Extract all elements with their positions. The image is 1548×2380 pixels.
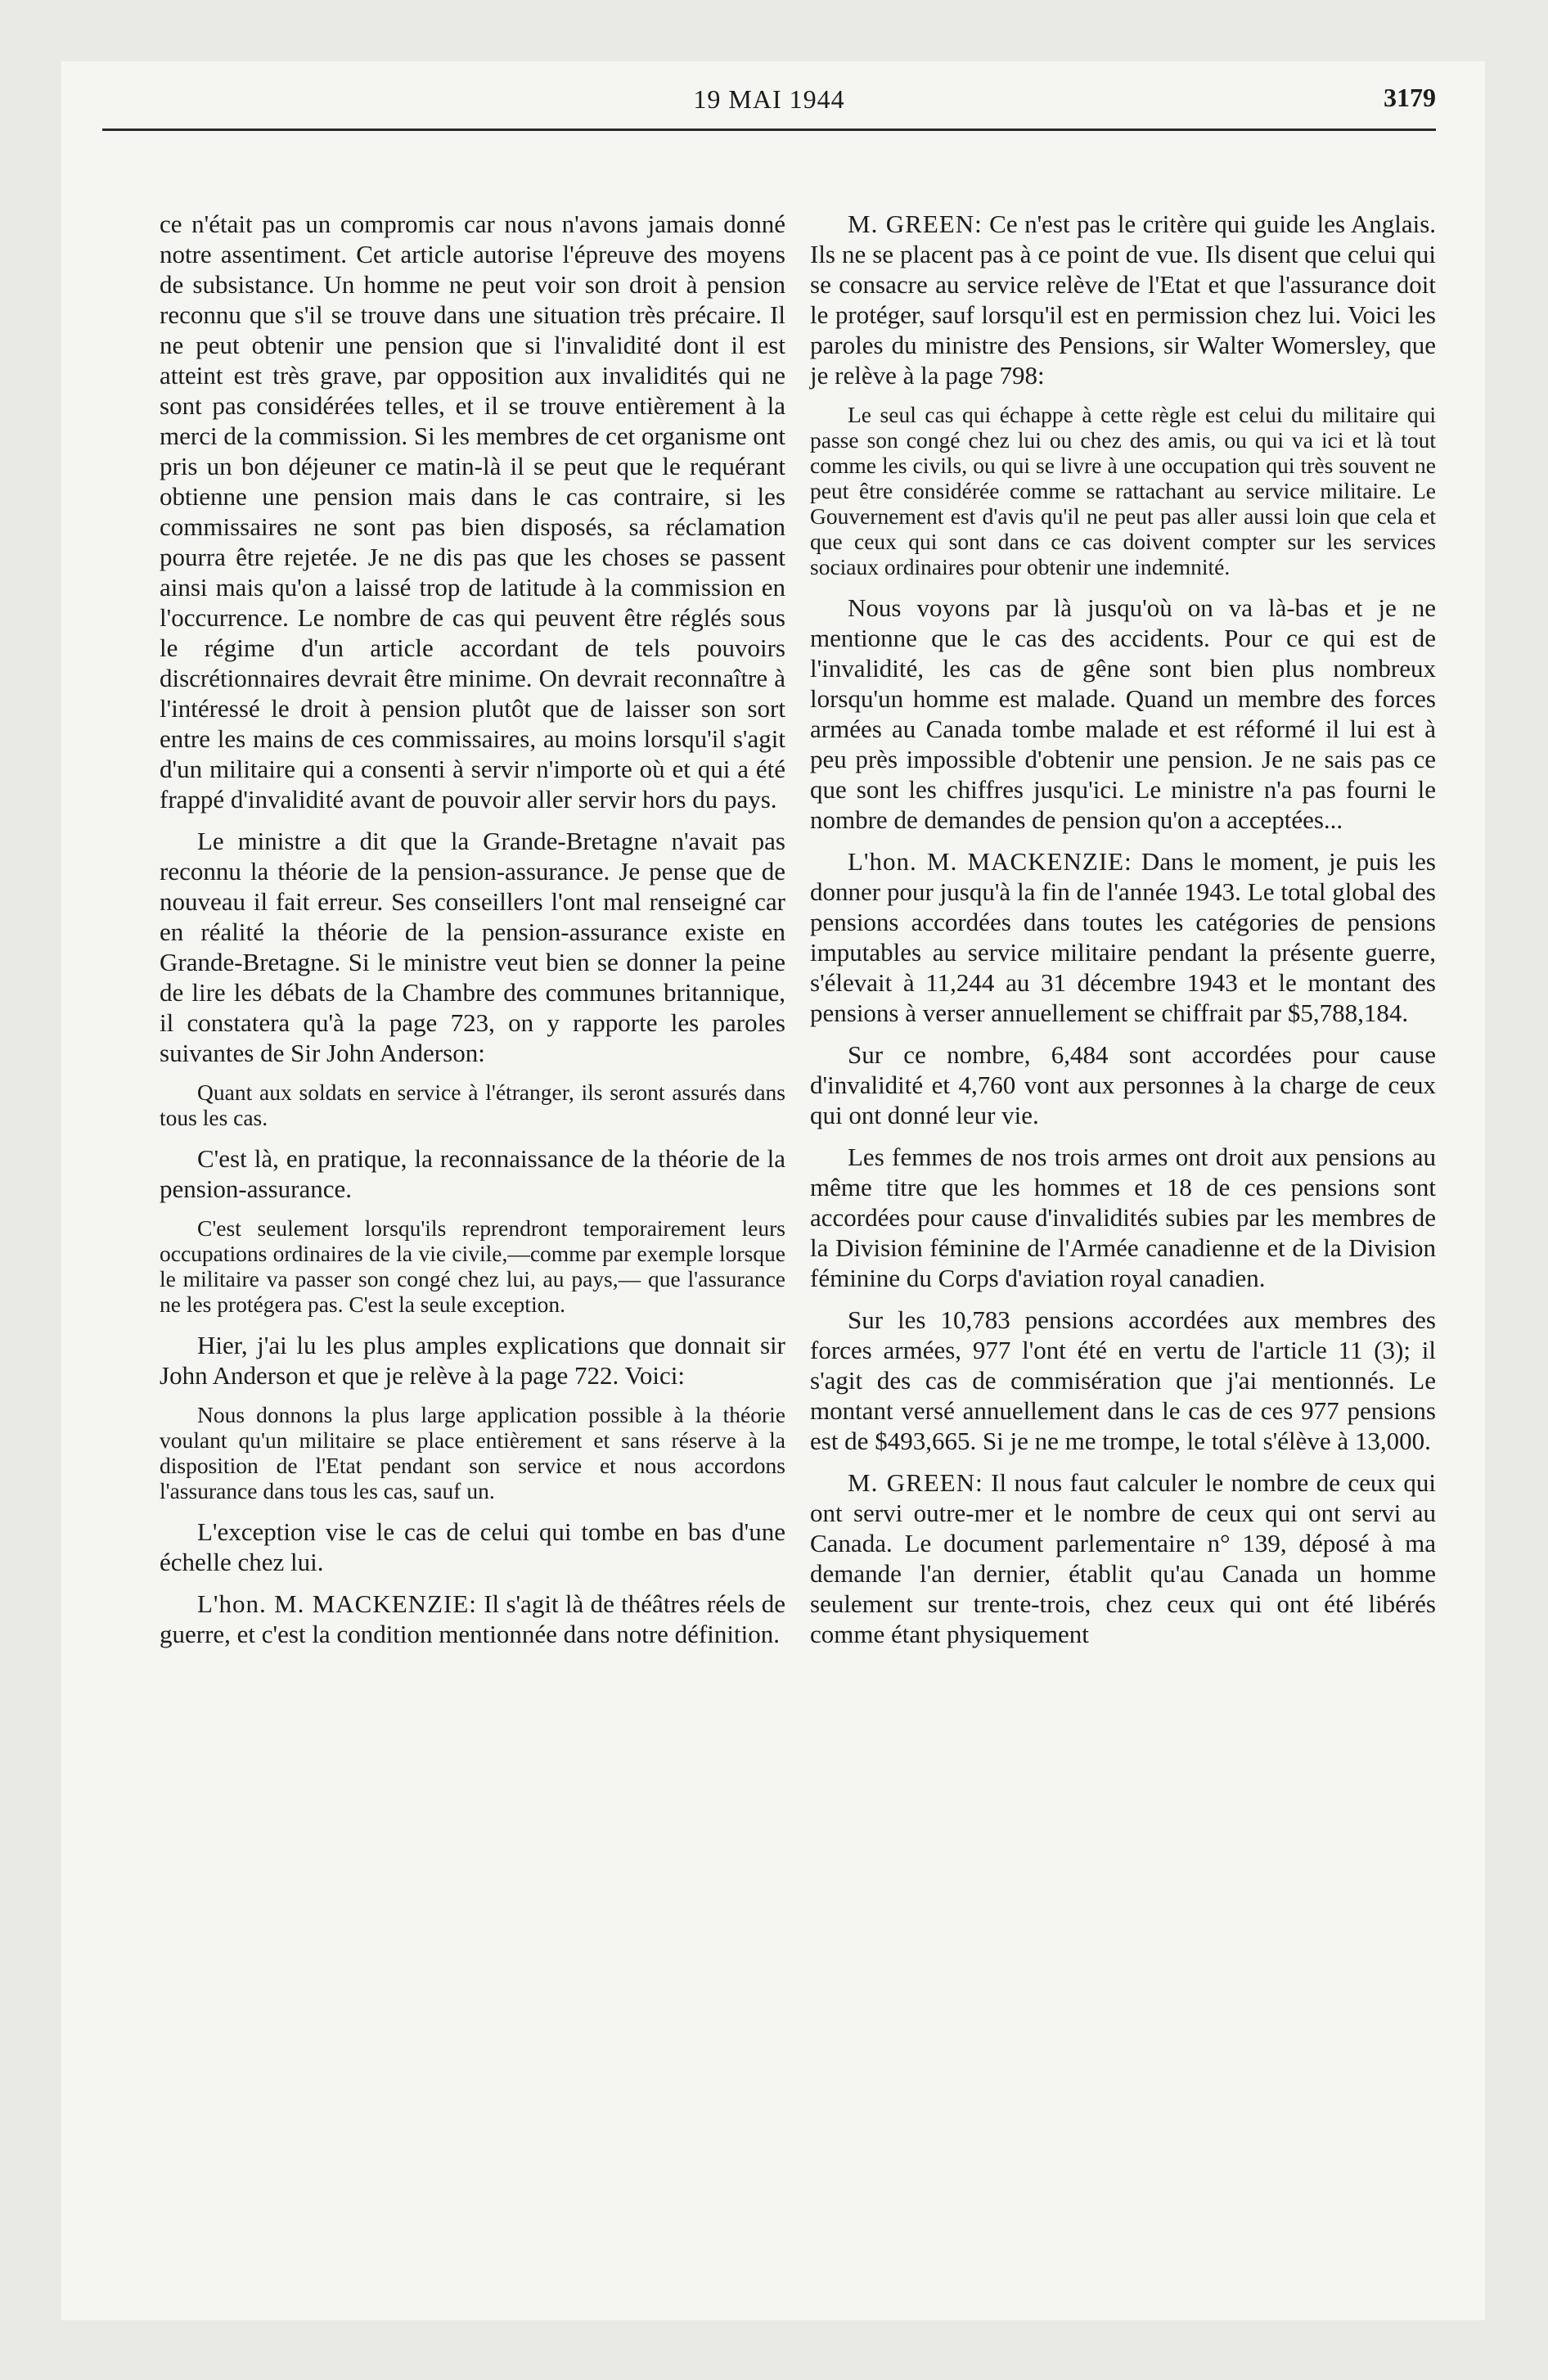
body-paragraph <box>160 1330 785 1391</box>
body-paragraph <box>810 1142 1436 1293</box>
paragraph-text: Quant aux soldats en service à l'étranger, ils seront assurés dans tous les cas. <box>160 1080 785 1130</box>
quoted-paragraph <box>160 1215 785 1317</box>
body-paragraph <box>160 826 785 1068</box>
paragraph-text: Il nous faut calculer le nombre de ceux qui ont servi outre-mer et le nombre de ceux qui ont servi au Canada. Le document parlementaire n° 139, déposé à ma demande l'an dernier, établit qu'au Canada un homme seulement sur trente-trois, chez ceux qui ont été libérés comme étant physiquement <box>810 1468 1436 1648</box>
body-paragraph <box>160 1517 785 1577</box>
paragraph-text: Nous donnons la plus large application possible à la théorie voulant qu'un militaire se place entièrement et sans réserve à la disposition de l'Etat pendant son service et nous accordons l'assurance dans tous les cas, sauf un. <box>160 1402 785 1503</box>
paragraph-text: Dans le moment, je puis les donner pour jusqu'à la fin de l'année 1943. Le total global des pensions accordées dans toutes les catégories de pensions imputables au service militaire pendant la présente guerre, s'élevait à 11,244 au 31 décembre 1943 et le montant des pensions à verser annuellement se chiffrait par $5,788,184. <box>810 847 1437 1027</box>
body-paragraph <box>810 1039 1436 1130</box>
paragraph-text: Il s'agit là de théâtres réels de guerre, et c'est la condition mentionnée dans notre définition. <box>160 1589 785 1648</box>
paragraph-text: C'est là, en pratique, la reconnaissance de la théorie de la pension-assurance. <box>160 1144 785 1203</box>
paragraph-text: L'exception vise le cas de celui qui tombe en bas d'une échelle chez lui. <box>160 1517 785 1576</box>
page-number: 3179 <box>1384 83 1436 112</box>
speaker-name: M. GREEN: <box>848 210 983 238</box>
body-paragraph <box>160 209 785 814</box>
page-header <box>102 78 1436 127</box>
quoted-paragraph <box>160 1402 785 1503</box>
body-paragraph <box>810 1305 1436 1456</box>
paragraph-text: Nous voyons par là jusqu'où on va là-bas et je ne mentionne que le cas des accidents. Pour ce qui est de l'invalidité, les cas de gêne sont bien plus nombreux lorsqu'un homme est malade. Quand un membre des forces armées au Canada tombe malade et est réformé il lui est à peu près impossible d'obtenir une pension. Je ne sais pas ce que sont les chiffres jusqu'ici. Le ministre n'a pas fourni le nombre de demandes de pension qu'on a acceptées... <box>810 593 1436 834</box>
left-column <box>160 209 785 1661</box>
right-column <box>810 209 1436 1661</box>
body-paragraph <box>160 1589 785 1649</box>
speaker-name: M. GREEN: <box>848 1468 983 1497</box>
header-rule <box>102 128 1436 131</box>
paragraph-text: Le seul cas qui échappe à cette règle est celui du militaire qui passe son congé chez lui ou chez des amis, ou qui va ici et là tout comme les civils, ou qui se livre à une occupation qui très souvent ne peut être considérée comme se rattachant au service militaire. Le Gouvernement est d'avis qu'il ne peut pas aller aussi loin que cela et que ceux qui sont dans ce cas doivent compter sur les services sociaux ordinaires pour obtenir une indemnité. <box>810 402 1436 579</box>
speaker-name: L'hon. M. MACKENZIE: <box>197 1589 477 1618</box>
body-paragraph <box>810 593 1436 835</box>
body-paragraph <box>810 846 1436 1028</box>
header-date: 19 MAI 1944 <box>693 84 845 114</box>
paragraph-text: C'est seulement lorsqu'ils reprendront temporairement leurs occupations ordinaires de la vie civile,—comme par exemple lorsque le militaire va passer son congé chez lui, au pays,— que l'assurance ne les protégera pas. C'est la seule exception. <box>160 1215 785 1317</box>
paragraph-text: Hier, j'ai lu les plus amples explications que donnait sir John Anderson et que je relève à la page 722. Voici: <box>160 1331 785 1390</box>
body-paragraph <box>810 1467 1436 1649</box>
paragraph-text: ce n'était pas un compromis car nous n'avons jamais donné notre assentiment. Cet article autorise l'épreuve des moyens de subsistance. Un homme ne peut voir son droit à pension reconnu que s'il se trouve dans une situation très précaire. Il ne peut obtenir une pension que si l'invalidité dont il est atteint est très grave, par opposition aux invalidités qui ne sont pas considérées telles, et il se trouve entièrement à la merci de la commission. Si les membres de cet organisme ont pris un bon déjeuner ce matin-là il se peut que le requérant obtienne une pension mais dans le cas contraire, si les commissaires ne sont pas bien disposés, sa réclamation pourra être rejetée. Je ne dis pas que les choses se passent ainsi mais qu'on a laissé trop de latitude à la commission en l'occurrence. Le nombre de cas qui peuvent être réglés sous le régime d'un article accordant de tels pouvoirs discrétionnaires devrait être minime. On devrait reconnaître à l'intéressé le droit à pension plutôt que de laisser son sort entre les mains de ces commissaires, au moins lorsqu'il s'agit d'un militaire qui a consenti à servir n'importe où et qui a été frappé d'invalidité avant de pouvoir aller servir hors du pays. <box>160 210 785 814</box>
quoted-paragraph <box>160 1080 785 1130</box>
paragraph-text: Le ministre a dit que la Grande-Bretagne n'avait pas reconnu la théorie de la pension-assurance. Je pense que de nouveau il fait erreur. Ses conseillers l'ont mal renseigné car en réalité la théorie de la pension-assurance existe en Grande-Bretagne. Si le ministre veut bien se donner la peine de lire les débats de la Chambre des communes britannique, il constatera qu'à la page 723, on y rapporte les paroles suivantes de Sir John Anderson: <box>160 827 785 1067</box>
quoted-paragraph <box>810 402 1436 579</box>
paragraph-text: Sur ce nombre, 6,484 sont accordées pour cause d'invalidité et 4,760 vont aux personnes à la charge de ceux qui ont donné leur vie. <box>810 1040 1436 1129</box>
body-paragraph <box>160 1143 785 1204</box>
paragraph-text: Les femmes de nos trois armes ont droit aux pensions au même titre que les hommes et 18 de ces pensions sont accordées pour cause d'invalidités subies par les membres de la Division féminine de l'Armée canadienne et de la Division féminine du Corps d'aviation royal canadien. <box>810 1143 1436 1292</box>
paragraph-text: Sur les 10,783 pensions accordées aux membres des forces armées, 977 l'ont été en vertu de l'article 11 (3); il s'agit des cas de commisération que j'ai mentionnés. Le montant versé annuellement dans le cas de ces 977 pensions est de $493,665. Si je ne me trompe, le total s'élève à 13,000. <box>810 1305 1436 1455</box>
paragraph-text: Ce n'est pas le critère qui guide les Anglais. Ils ne se placent pas à ce point de vue. Ils disent que celui qui se consacre au service relève de l'Etat et que l'assurance doit le protéger, sauf lorsqu'il est en permission chez lui. Voici les paroles du ministre des Pensions, sir Walter Womersley, que je relève à la page 798: <box>810 210 1437 390</box>
body-paragraph <box>810 209 1436 390</box>
speaker-name: L'hon. M. MACKENZIE: <box>848 847 1132 876</box>
